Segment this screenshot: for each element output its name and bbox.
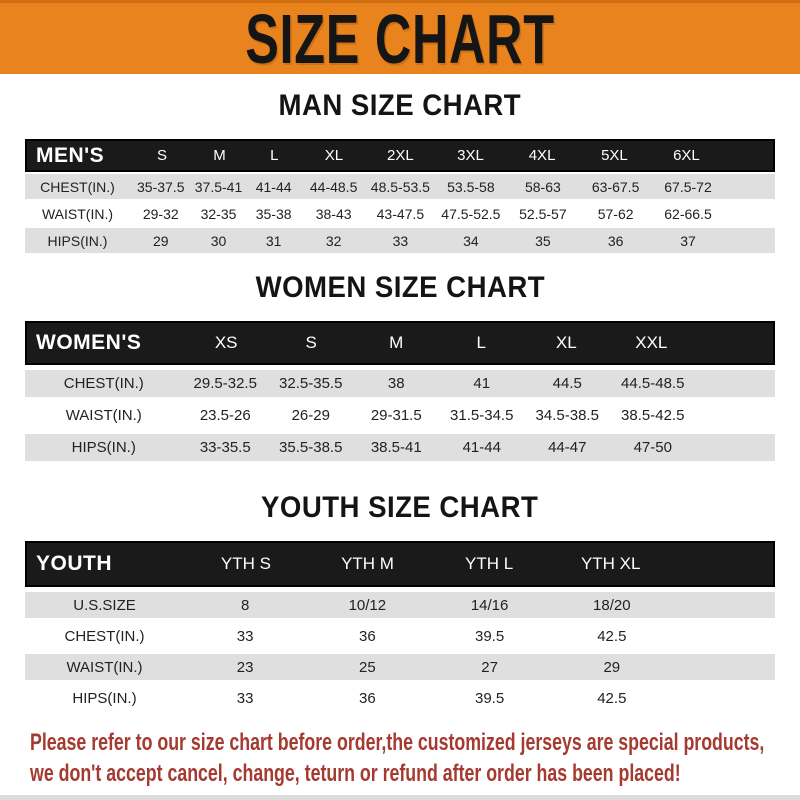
cell-value: 29-31.5: [370, 407, 422, 424]
cell-value: 43-47.5: [376, 205, 425, 222]
cell-value: 36: [359, 627, 376, 645]
men-section-heading: [0, 91, 800, 121]
women-size-section: [0, 273, 800, 461]
page-title: SIZE CHART: [245, 0, 555, 78]
bottom-edge-strip: [0, 795, 800, 800]
women-section-heading-text: WOMEN SIZE CHART: [255, 271, 545, 304]
row-label: CHEST(IN.): [64, 627, 145, 645]
column-header: YTH M: [341, 554, 394, 573]
cell-value: 44.5: [552, 375, 582, 392]
column-header: XXL: [635, 333, 668, 352]
cell-value: 34.5-38.5: [535, 407, 599, 424]
cell-value: 48.5-53.5: [370, 178, 430, 195]
row-label: WAIST(IN.): [41, 205, 114, 222]
cell-value: 33: [392, 232, 409, 249]
cell-value: 41-44: [255, 178, 292, 195]
cell-value: 41: [473, 375, 491, 392]
cell-value: 25: [359, 658, 376, 676]
cell-value: 38.5-42.5: [621, 407, 685, 424]
men-size-section: [0, 91, 800, 253]
cell-value: 67.5-72: [664, 178, 712, 195]
cell-value: 32: [325, 232, 342, 249]
cell-value: 29-32: [142, 205, 179, 222]
women-size-table: [25, 321, 775, 461]
cell-value: 38-43: [315, 205, 352, 222]
cell-value: 63-67.5: [591, 178, 640, 195]
row-label: HIPS(IN.): [47, 232, 108, 249]
column-header: 2XL: [386, 147, 414, 164]
table-row: [25, 434, 775, 461]
table-row: [25, 592, 775, 618]
cell-value: 42.5: [597, 689, 627, 707]
cell-value: 38: [387, 375, 405, 392]
cell-value: 31.5-34.5: [450, 407, 514, 424]
column-header: XS: [214, 333, 238, 352]
row-label: HIPS(IN.): [71, 439, 136, 456]
cell-value: 35-38: [255, 205, 292, 222]
table-row: [25, 402, 775, 429]
cell-value: 47.5-52.5: [441, 205, 501, 222]
row-label: CHEST(IN.): [63, 375, 144, 392]
cell-value: 44-47: [548, 439, 587, 456]
cell-value: 62-66.5: [664, 205, 712, 222]
cell-value: 23.5-26: [199, 407, 251, 424]
cell-value: 44-48.5: [309, 178, 358, 195]
cell-value: 37.5-41: [194, 178, 243, 195]
column-header: XL: [324, 147, 344, 164]
cell-value: 33: [236, 627, 254, 645]
column-header: M: [389, 333, 404, 352]
row-label: CHEST(IN.): [40, 178, 115, 195]
table-header-row: [25, 541, 775, 587]
cell-value: 58-63: [524, 178, 561, 195]
disclaimer-line-1: Please refer to our size chart before order,the customized jerseys are special products,: [30, 729, 765, 756]
column-header: L: [476, 333, 486, 352]
cell-value: 44.5-48.5: [621, 375, 685, 392]
youth-section-heading-text: YOUTH SIZE CHART: [261, 491, 539, 524]
cell-value: 29.5-32.5: [193, 375, 257, 392]
footer-disclaimer: [30, 727, 800, 789]
cell-value: 10/12: [348, 596, 387, 614]
cell-value: 18/20: [593, 596, 631, 614]
column-header: M: [213, 147, 226, 164]
cell-value: 39.5: [474, 689, 505, 707]
cell-value: 42.5: [597, 627, 627, 645]
cell-value: 33: [236, 689, 254, 707]
column-header: YTH XL: [580, 554, 641, 573]
cell-value: 14/16: [470, 596, 509, 614]
cell-value: 36: [359, 689, 376, 707]
table-header-row: [25, 139, 775, 172]
youth-section-heading: [0, 493, 800, 523]
table-header-label: YOUTH: [36, 552, 112, 575]
table-row: [25, 654, 775, 680]
cell-value: 39.5: [474, 627, 505, 645]
cell-value: 35-37.5: [137, 178, 185, 195]
cell-value: 41-44: [462, 439, 501, 456]
men-section-heading-text: MAN SIZE CHART: [278, 89, 522, 122]
cell-value: 52.5-57: [519, 205, 567, 222]
column-header: YTH S: [220, 554, 271, 573]
row-label: WAIST(IN.): [65, 407, 142, 424]
cell-value: 29: [152, 232, 169, 249]
women-section-heading: [0, 273, 800, 303]
row-label: HIPS(IN.): [72, 689, 137, 707]
cell-value: 36: [607, 232, 624, 249]
column-header: 3XL: [457, 147, 484, 164]
table-row: [25, 623, 775, 649]
cell-value: 53.5-58: [447, 178, 495, 195]
cell-value: 32.5-35.5: [279, 375, 343, 392]
youth-size-table: [25, 541, 775, 711]
table-row: [25, 370, 775, 397]
table-row: [25, 201, 775, 226]
men-size-table: [25, 139, 775, 253]
column-header: 5XL: [601, 147, 628, 164]
column-header: L: [270, 147, 279, 164]
table-header-label: WOMEN'S: [36, 331, 142, 354]
cell-value: 38.5-41: [370, 439, 422, 456]
cell-value: 23: [236, 658, 254, 676]
column-header: 6XL: [673, 147, 700, 164]
cell-value: 34: [463, 232, 479, 249]
table-row: [25, 174, 775, 199]
cell-value: 37: [680, 232, 696, 249]
row-label: U.S.SIZE: [73, 596, 136, 614]
size-chart-banner: [0, 0, 800, 78]
table-header-label: MEN'S: [36, 143, 105, 167]
cell-value: 32-35: [200, 205, 237, 222]
cell-value: 57-62: [597, 205, 634, 222]
cell-value: 35: [535, 232, 551, 249]
youth-size-section: [0, 493, 800, 711]
cell-value: 47-50: [633, 439, 672, 456]
cell-value: 29: [603, 658, 621, 676]
cell-value: 26-29: [291, 407, 330, 424]
column-header: S: [157, 147, 168, 164]
disclaimer-line-2: we don't accept cancel, change, teturn or refund after order has been placed!: [30, 760, 681, 787]
cell-value: 31: [265, 232, 282, 249]
cell-value: 35.5-38.5: [279, 439, 343, 456]
table-row: [25, 228, 775, 253]
cell-value: 8: [240, 596, 250, 614]
cell-value: 27: [481, 658, 498, 676]
cell-value: 30: [210, 232, 227, 249]
column-header: XL: [555, 333, 577, 352]
cell-value: 33-35.5: [199, 439, 251, 456]
column-header: S: [305, 333, 317, 352]
column-header: 4XL: [528, 147, 556, 164]
table-row: [25, 685, 775, 711]
column-header: YTH L: [465, 554, 514, 573]
row-label: WAIST(IN.): [66, 658, 143, 676]
table-header-row: [25, 321, 775, 365]
